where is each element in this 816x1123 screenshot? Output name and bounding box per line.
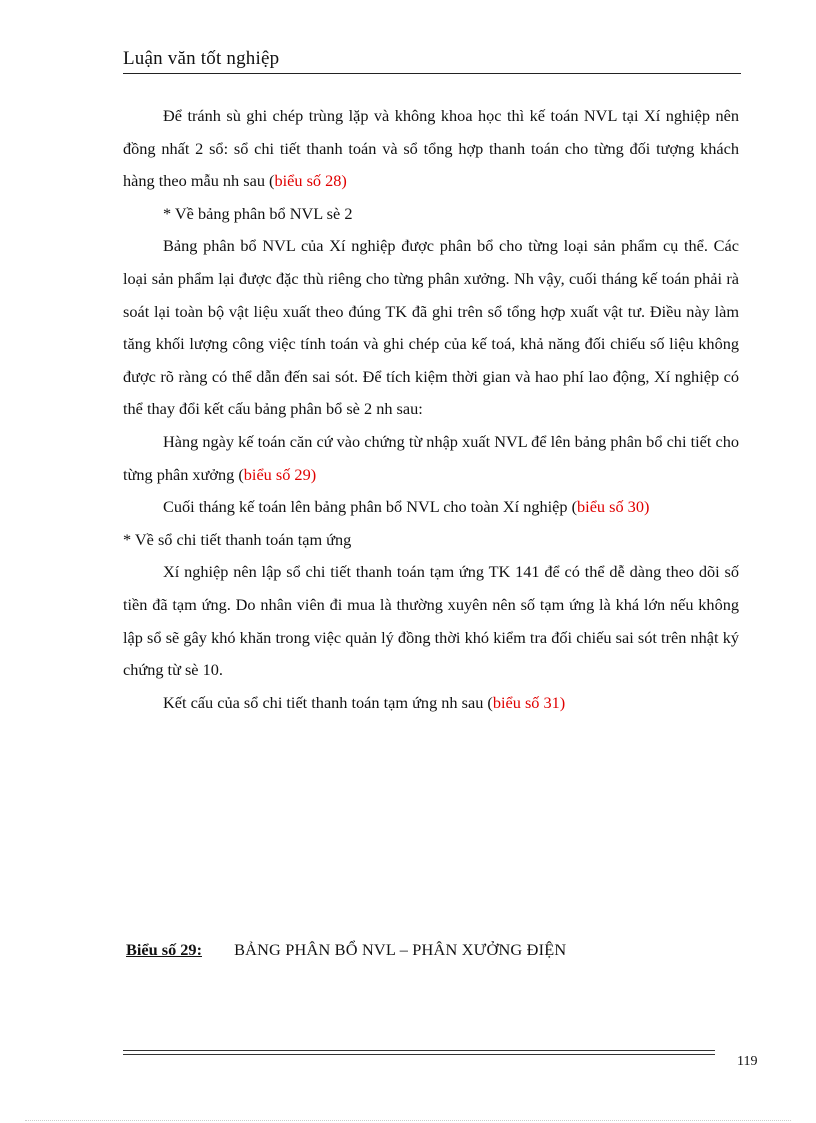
paragraph-4 (123, 426, 739, 491)
reference-bieu-so-28: biểu số 28) (274, 171, 347, 191)
body-text (123, 100, 739, 719)
paragraph-5 (123, 491, 739, 524)
heading-so-chi-tiet-tam-ung: * Về sổ chi tiết thanh toán tạm ứng (123, 529, 352, 549)
paragraph-1 (123, 100, 739, 198)
paragraph-7: Xí nghiệp nên lập sổ chi tiết thanh toán tạm ứng TK 141 để có thể dễ dàng theo dõi số tiền đã tạm ứng. Do nhân viên đi mua là thường xuyên nên số tạm ứng là khá lớn nếu không lập sổ sẽ gây khó khăn trong việc quản lý đồng thời khó kiểm tra đối chiếu sai sót trên nhật ký chứng từ sè 10. (123, 562, 739, 680)
paragraph-8 (123, 687, 739, 720)
paragraph-3: Bảng phân bổ NVL của Xí nghiệp được phân bổ cho từng loại sản phẩm cụ thể. Các loại sản phẩm lại được đặc thù riêng cho từng phân xưởng. Nh vậy, cuối tháng kế toán phải rà soát lại toàn bộ vật liệu xuất theo đúng TK đã ghi trên sổ tổng hợp xuất vật tư. Điều này làm tăng khối lượng công việc tính toán và ghi chép của kế toá, khả năng đối chiếu số liệu không được rõ ràng có thể dẫn đến sai sót. Để tích kiệm thời gian và hao phí lao động, Xí nghiệp có thể thay đổi kết cấu bảng phân bổ sè 2 nh sau: (123, 236, 739, 419)
table-caption-title: BẢNG PHÂN BỔ NVL – PHÂN XƯỞNG ĐIỆN (234, 940, 567, 959)
heading-bang-phan-bo: * Về bảng phân bổ NVL sè 2 (163, 203, 353, 223)
reference-bieu-so-31: biểu số 31) (492, 692, 566, 712)
page-number: 119 (737, 1054, 758, 1069)
paragraph-8-text: Kết cấu của sổ chi tiết thanh toán tạm ứng nh sau ( (163, 692, 493, 712)
paragraph-5-text: Cuối tháng kế toán lên bảng phân bổ NVL cho toàn Xí nghiệp ( (163, 497, 578, 517)
reference-bieu-so-29: biểu số 29) (243, 464, 317, 484)
page-header-title: Luận văn tốt nghiệp (123, 48, 280, 69)
paragraph-4-text: Hàng ngày kế toán căn cứ vào chứng từ nhập xuất NVL để lên bảng phân bổ chi tiết cho từng phân xưởng ( (123, 431, 739, 484)
table-caption-label: Biểu số 29: (126, 940, 202, 959)
footer-divider (123, 1050, 715, 1055)
paragraph-1-text: Để tránh sù ghi chép trùng lặp và không khoa học thì kế toán NVL tại Xí nghiệp nên đồng nhất 2 sổ: sổ chi tiết thanh toán và sổ tổng hợp thanh toán cho từng đối tượng khách hàng theo mẫu nh sau ( (123, 106, 739, 191)
page-bottom-edge (25, 1120, 791, 1121)
header-divider (123, 73, 741, 74)
table-caption (126, 940, 566, 960)
reference-bieu-so-30: biểu số 30) (577, 497, 650, 517)
